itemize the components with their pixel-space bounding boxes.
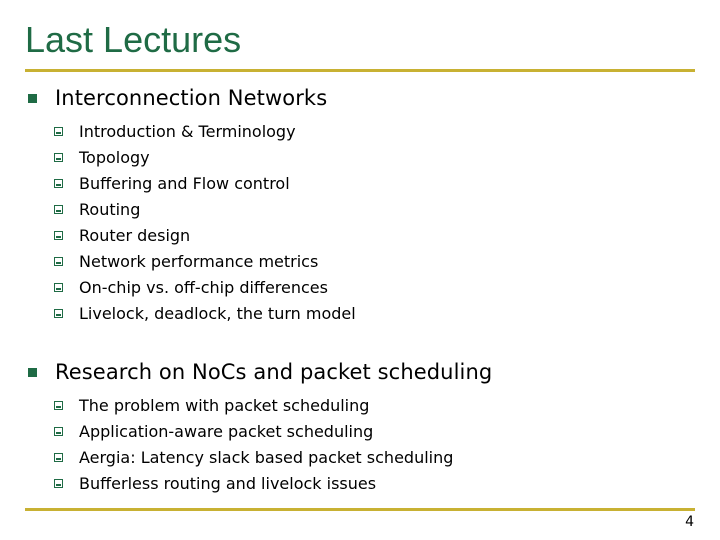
- hollow-square-bullet-icon: [54, 257, 63, 266]
- page-number: 4: [685, 514, 694, 530]
- section-interconnection-networks: [24, 84, 356, 326]
- sub-list: [24, 118, 356, 326]
- sub-list: [24, 392, 492, 496]
- hollow-square-bullet-icon: [54, 479, 63, 488]
- square-bullet-icon: [28, 94, 37, 103]
- section-label: Research on NoCs and packet scheduling: [55, 360, 493, 384]
- list-item: Topology: [24, 144, 356, 170]
- hollow-square-bullet-icon: [54, 427, 63, 436]
- hollow-square-bullet-icon: [54, 153, 63, 162]
- list-item: Routing: [24, 196, 356, 222]
- section-label: Interconnection Networks: [55, 86, 328, 110]
- hollow-square-bullet-icon: [54, 309, 63, 318]
- list-item: Network performance metrics: [24, 248, 356, 274]
- list-item: Livelock, deadlock, the turn model: [24, 300, 356, 326]
- hollow-square-bullet-icon: [54, 231, 63, 240]
- square-bullet-icon: [28, 368, 37, 377]
- hollow-square-bullet-icon: [54, 205, 63, 214]
- list-item: Introduction & Terminology: [24, 118, 356, 144]
- list-item: The problem with packet scheduling: [24, 392, 492, 418]
- section-heading: [24, 358, 492, 386]
- hollow-square-bullet-icon: [54, 401, 63, 410]
- section-research-nocs: [24, 358, 492, 496]
- list-item: On-chip vs. off-chip differences: [24, 274, 356, 300]
- hollow-square-bullet-icon: [54, 179, 63, 188]
- section-heading: [24, 84, 356, 112]
- hollow-square-bullet-icon: [54, 127, 63, 136]
- hollow-square-bullet-icon: [54, 453, 63, 462]
- list-item: Application-aware packet scheduling: [24, 418, 492, 444]
- list-item: Buffering and Flow control: [24, 170, 356, 196]
- hollow-square-bullet-icon: [54, 283, 63, 292]
- title-divider: [25, 69, 695, 72]
- list-item: Router design: [24, 222, 356, 248]
- slide-title: Last Lectures: [25, 19, 242, 60]
- list-item: Bufferless routing and livelock issues: [24, 470, 492, 496]
- list-item: Aergia: Latency slack based packet scheduling: [24, 444, 492, 470]
- footer-divider: [25, 508, 695, 511]
